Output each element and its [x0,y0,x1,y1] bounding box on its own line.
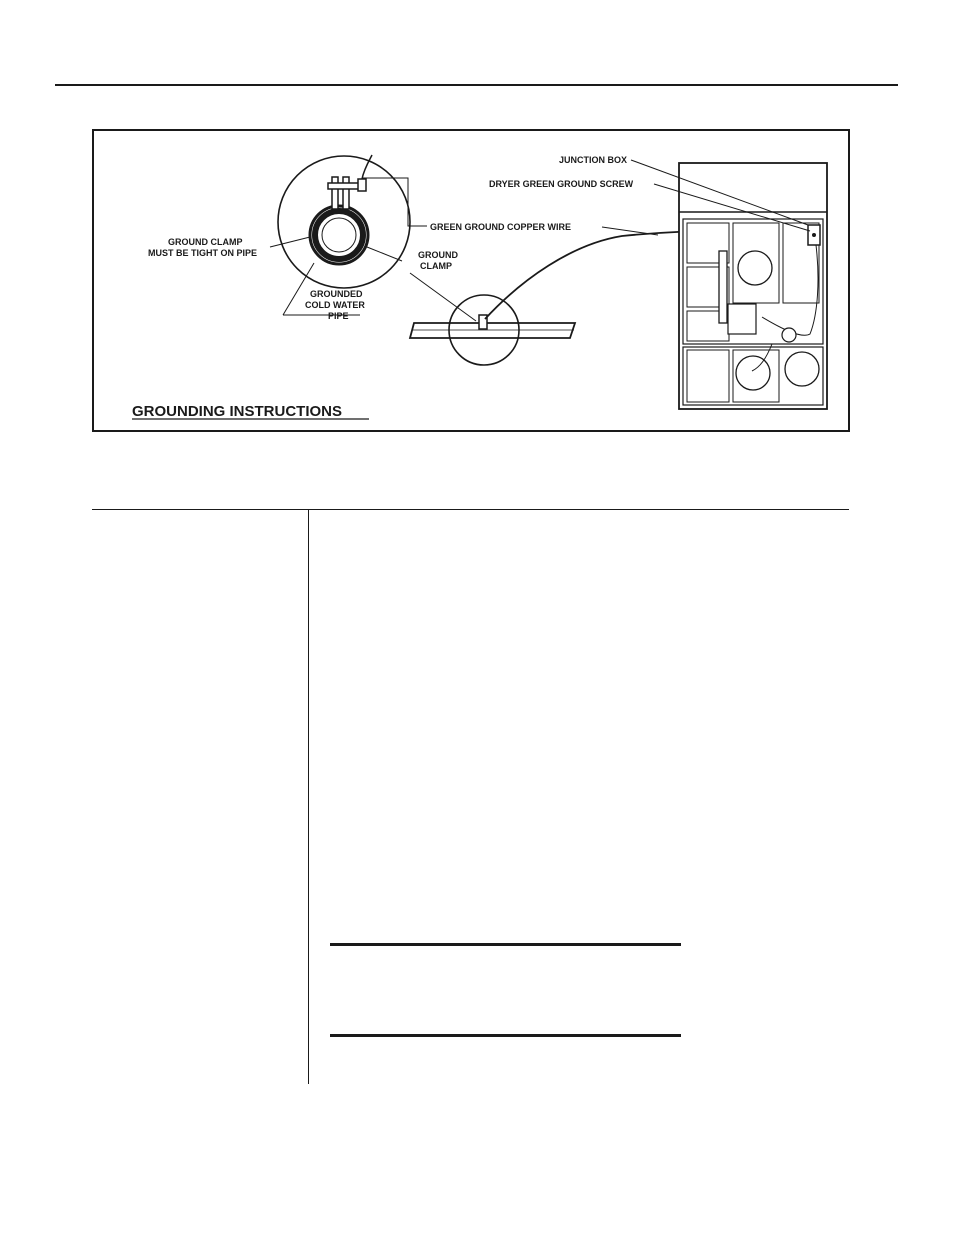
top-rule [55,84,898,86]
pipe-label-1: GROUNDED [310,289,363,299]
green-wire-label: GREEN GROUND COPPER WIRE [430,222,572,232]
dryer-ground-screw-label: DRYER GREEN GROUND SCREW [489,179,634,189]
dryer-unit [679,163,827,409]
junction-box-label: JUNCTION BOX [559,155,628,165]
warning-top-bar [330,943,681,946]
grounding-figure [92,129,850,432]
clamp-tight-label-2: MUST BE TIGHT ON PIPE [148,248,258,258]
column-divider [308,509,309,1084]
clamp-tight-label-1: GROUND CLAMP [168,237,243,247]
ground-clamp-label-1: GROUND [418,250,458,260]
figure-caption: GROUNDING INSTRUCTIONS [132,403,342,420]
warning-bottom-bar [330,1034,681,1037]
pipe-label-3: PIPE [328,311,349,321]
section-rule [92,509,849,510]
pipe-label-2: COLD WATER [305,300,365,310]
ground-clamp-label-2: CLAMP [420,261,452,271]
